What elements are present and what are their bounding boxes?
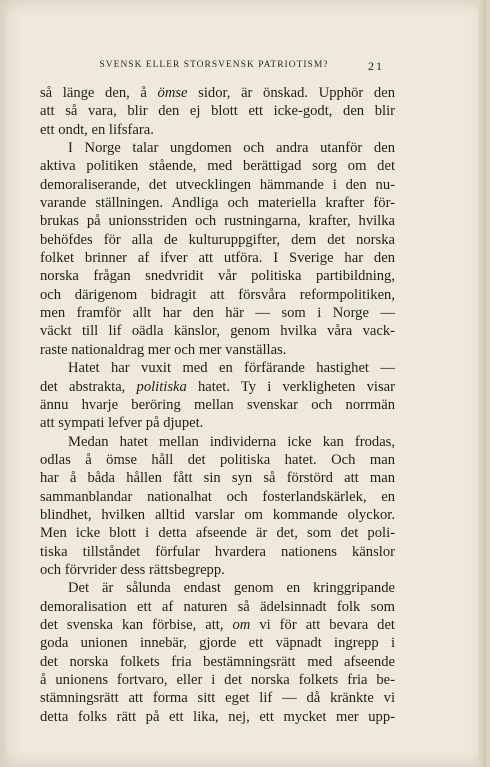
text-line: och förvrider dess rättsbegrepp. — [40, 561, 225, 578]
paragraph-start: Medan hatet mellan individerna icke kan frodas, — [68, 433, 395, 450]
text-line: demoraliserande, det utvecklingen hämmande i den nu- — [40, 176, 395, 193]
text-line: att sympati lefver på djupet. — [40, 415, 204, 432]
book-page — [4, 0, 486, 767]
text-line: norska frågan snedvridit vår politiska partibildning, — [40, 268, 395, 285]
text-line: ännu hvarje beröring mellan svenskar och norrmän — [40, 396, 395, 413]
text-line: demoralisation ett af naturen så ädelsinnadt folk som — [40, 598, 395, 615]
paragraph-start: Det är sålunda endast genom en kringgripande — [68, 580, 395, 597]
text-line: folket brinner af ifver att utföra. I Sverige har den — [40, 250, 395, 267]
running-title: SVENSK ELLER STORSVENSK PATRIOTISM? — [99, 60, 329, 70]
text-line: stämningsrätt att forma sitt eget lif — då kränkte vi — [40, 690, 395, 707]
page-edge — [478, 0, 486, 767]
text-line: brukas på unionsstriden och rustningarna, krafter, hvilka — [40, 213, 395, 230]
text-line: aktiva politiken stående, med berättigad sorg om det — [40, 158, 395, 175]
text-line: goda unionen innebär, gjorde ett väpnadt ingrepp i — [40, 635, 395, 652]
text-line: blindhet, hvilken alltid varslar om kommande olyckor. — [40, 506, 395, 523]
text-line: det abstrakta, politiska hatet. Ty i verkligheten visar — [40, 378, 395, 395]
text-line: sammanblandar nationalhat och fosterlandskärlek, en — [40, 488, 395, 505]
paragraph-start: Hatet har vuxit med en förfärande hastighet — — [68, 360, 395, 377]
text-line: väckt till lif oädla känslor, genom hvilka våra vack- — [40, 323, 395, 340]
text-line: det norska folkets fria bestämningsrätt med afseende — [40, 653, 395, 670]
text-line: ett ondt, en lifsfara. — [40, 121, 154, 138]
text-line: detta folks rätt på ett lika, nej, ett mycket mer upp- — [40, 708, 395, 725]
text-line: det svenska kan förbise, att, om vi för att bevara det — [40, 616, 395, 633]
text-line: raste nationaldrag mer och mer vanställas. — [40, 341, 287, 358]
page-number: 21 — [368, 59, 384, 73]
text-line: så länge den, å ömse sidor, är önskad. Upphör den — [40, 85, 395, 101]
body-text — [40, 84, 395, 726]
text-line: å unionens fortvaro, eller i det norska folkets fria be- — [40, 672, 395, 688]
text-line: har å båda hållen fått sin syn så förstörd att man — [40, 470, 395, 487]
text-line: varande ställningen. Andliga och materiella krafter för- — [40, 195, 395, 212]
text-line: odlas å ömse håll det politiska hatet. Och man — [40, 451, 395, 468]
text-line: tiska tillståndet förfular hvardera nationens känslor — [40, 543, 395, 560]
paragraph-start: I Norge talar ungdomen och andra utanför den — [68, 140, 395, 157]
text-line: behöfdes för alla de kulturuppgifter, dem det norska — [40, 231, 395, 248]
text-line: och därigenom bidragit att försvåra reformpolitiken, — [40, 286, 395, 303]
text-line: Men icke blott i detta afseende är det, som det poli- — [40, 525, 395, 542]
text-line: men framför allt har den här — som i Norge — — [40, 305, 395, 322]
text-line: att så vara, blir den ej blott ett icke-godt, den blir — [40, 103, 395, 120]
